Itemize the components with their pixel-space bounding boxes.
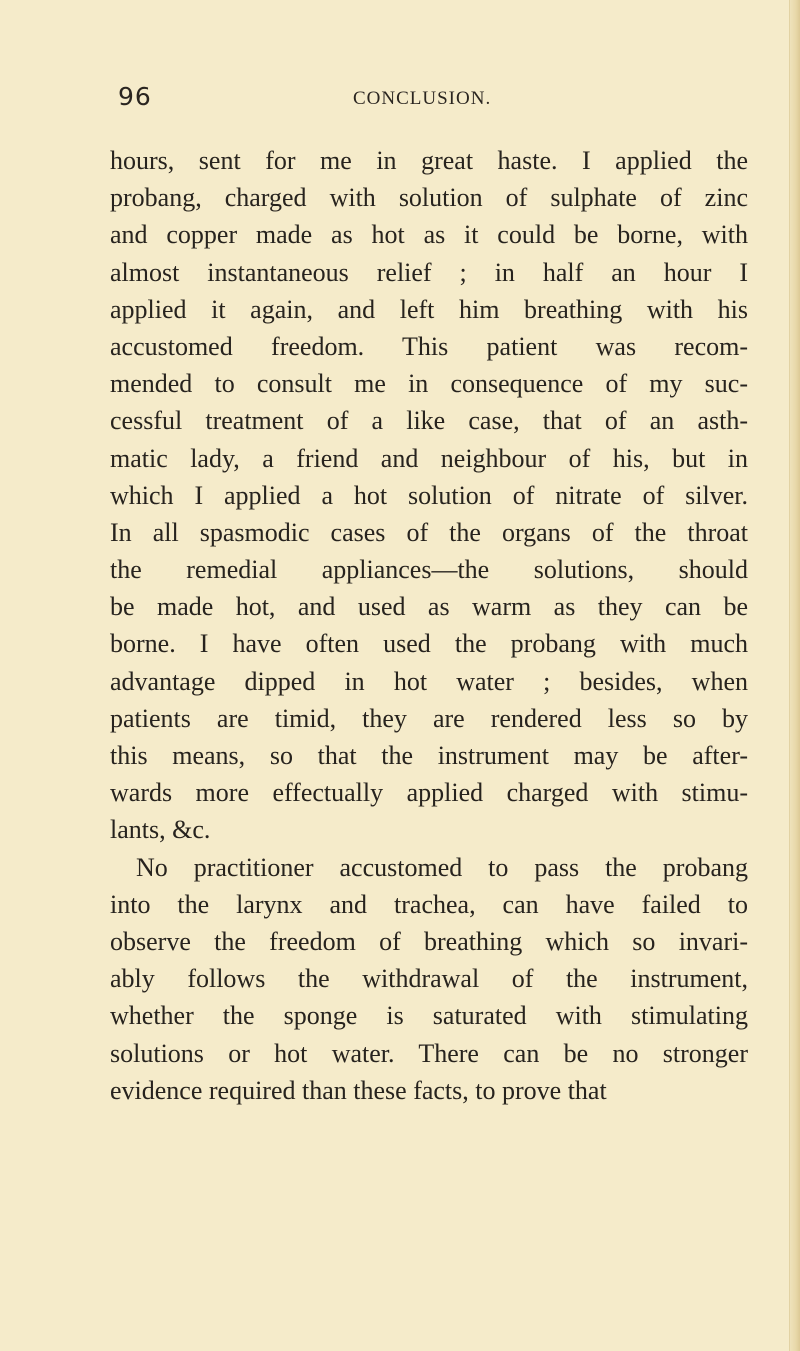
text-line: patients are timid, they are rendered less so by [110, 703, 748, 733]
text-line: In all spasmodic cases of the organs of the throat [110, 517, 748, 547]
page-number: 96 [118, 82, 152, 111]
text-line: probang, charged with solution of sulphate of zinc [110, 183, 748, 213]
page-edge [789, 0, 800, 1351]
text-line: almost instantaneous relief ; in half an hour I [110, 257, 748, 287]
text-line: accustomed freedom. This patient was recom- [110, 331, 748, 361]
page-header [118, 82, 738, 112]
text-line: lants, &c. [110, 815, 211, 845]
text-line: whether the sponge is saturated with stimulating [110, 1001, 748, 1031]
text-line: No practitioner accustomed to pass the probang [136, 852, 748, 882]
text-line: ably follows the withdrawal of the instrument, [110, 964, 748, 994]
text-line: solutions or hot water. There can be no stronger [110, 1038, 748, 1068]
text-line: wards more effectually applied charged with stimu- [110, 778, 748, 808]
text-line: matic lady, a friend and neighbour of his, but in [110, 443, 748, 473]
text-line: evidence required than these facts, to prove that [110, 1075, 607, 1105]
body-text [110, 142, 748, 1109]
text-line: which I applied a hot solution of nitrate of silver. [110, 480, 748, 510]
text-line: into the larynx and trachea, can have failed to [110, 889, 748, 919]
text-line: advantage dipped in hot water ; besides, when [110, 666, 748, 696]
text-line: mended to consult me in consequence of my suc- [110, 369, 748, 399]
text-line: applied it again, and left him breathing with his [110, 294, 748, 324]
text-line: borne. I have often used the probang with much [110, 629, 748, 659]
text-line: hours, sent for me in great haste. I applied the [110, 146, 748, 175]
text-line: cessful treatment of a like case, that of an asth- [110, 406, 748, 436]
running-head: CONCLUSION. [353, 88, 492, 109]
text-line: the remedial appliances—the solutions, should [110, 555, 748, 585]
text-line: be made hot, and used as warm as they can be [110, 592, 748, 622]
text-line: observe the freedom of breathing which so invari- [110, 926, 748, 956]
text-line: and copper made as hot as it could be borne, with [110, 220, 748, 250]
text-line: this means, so that the instrument may be after- [110, 741, 748, 770]
